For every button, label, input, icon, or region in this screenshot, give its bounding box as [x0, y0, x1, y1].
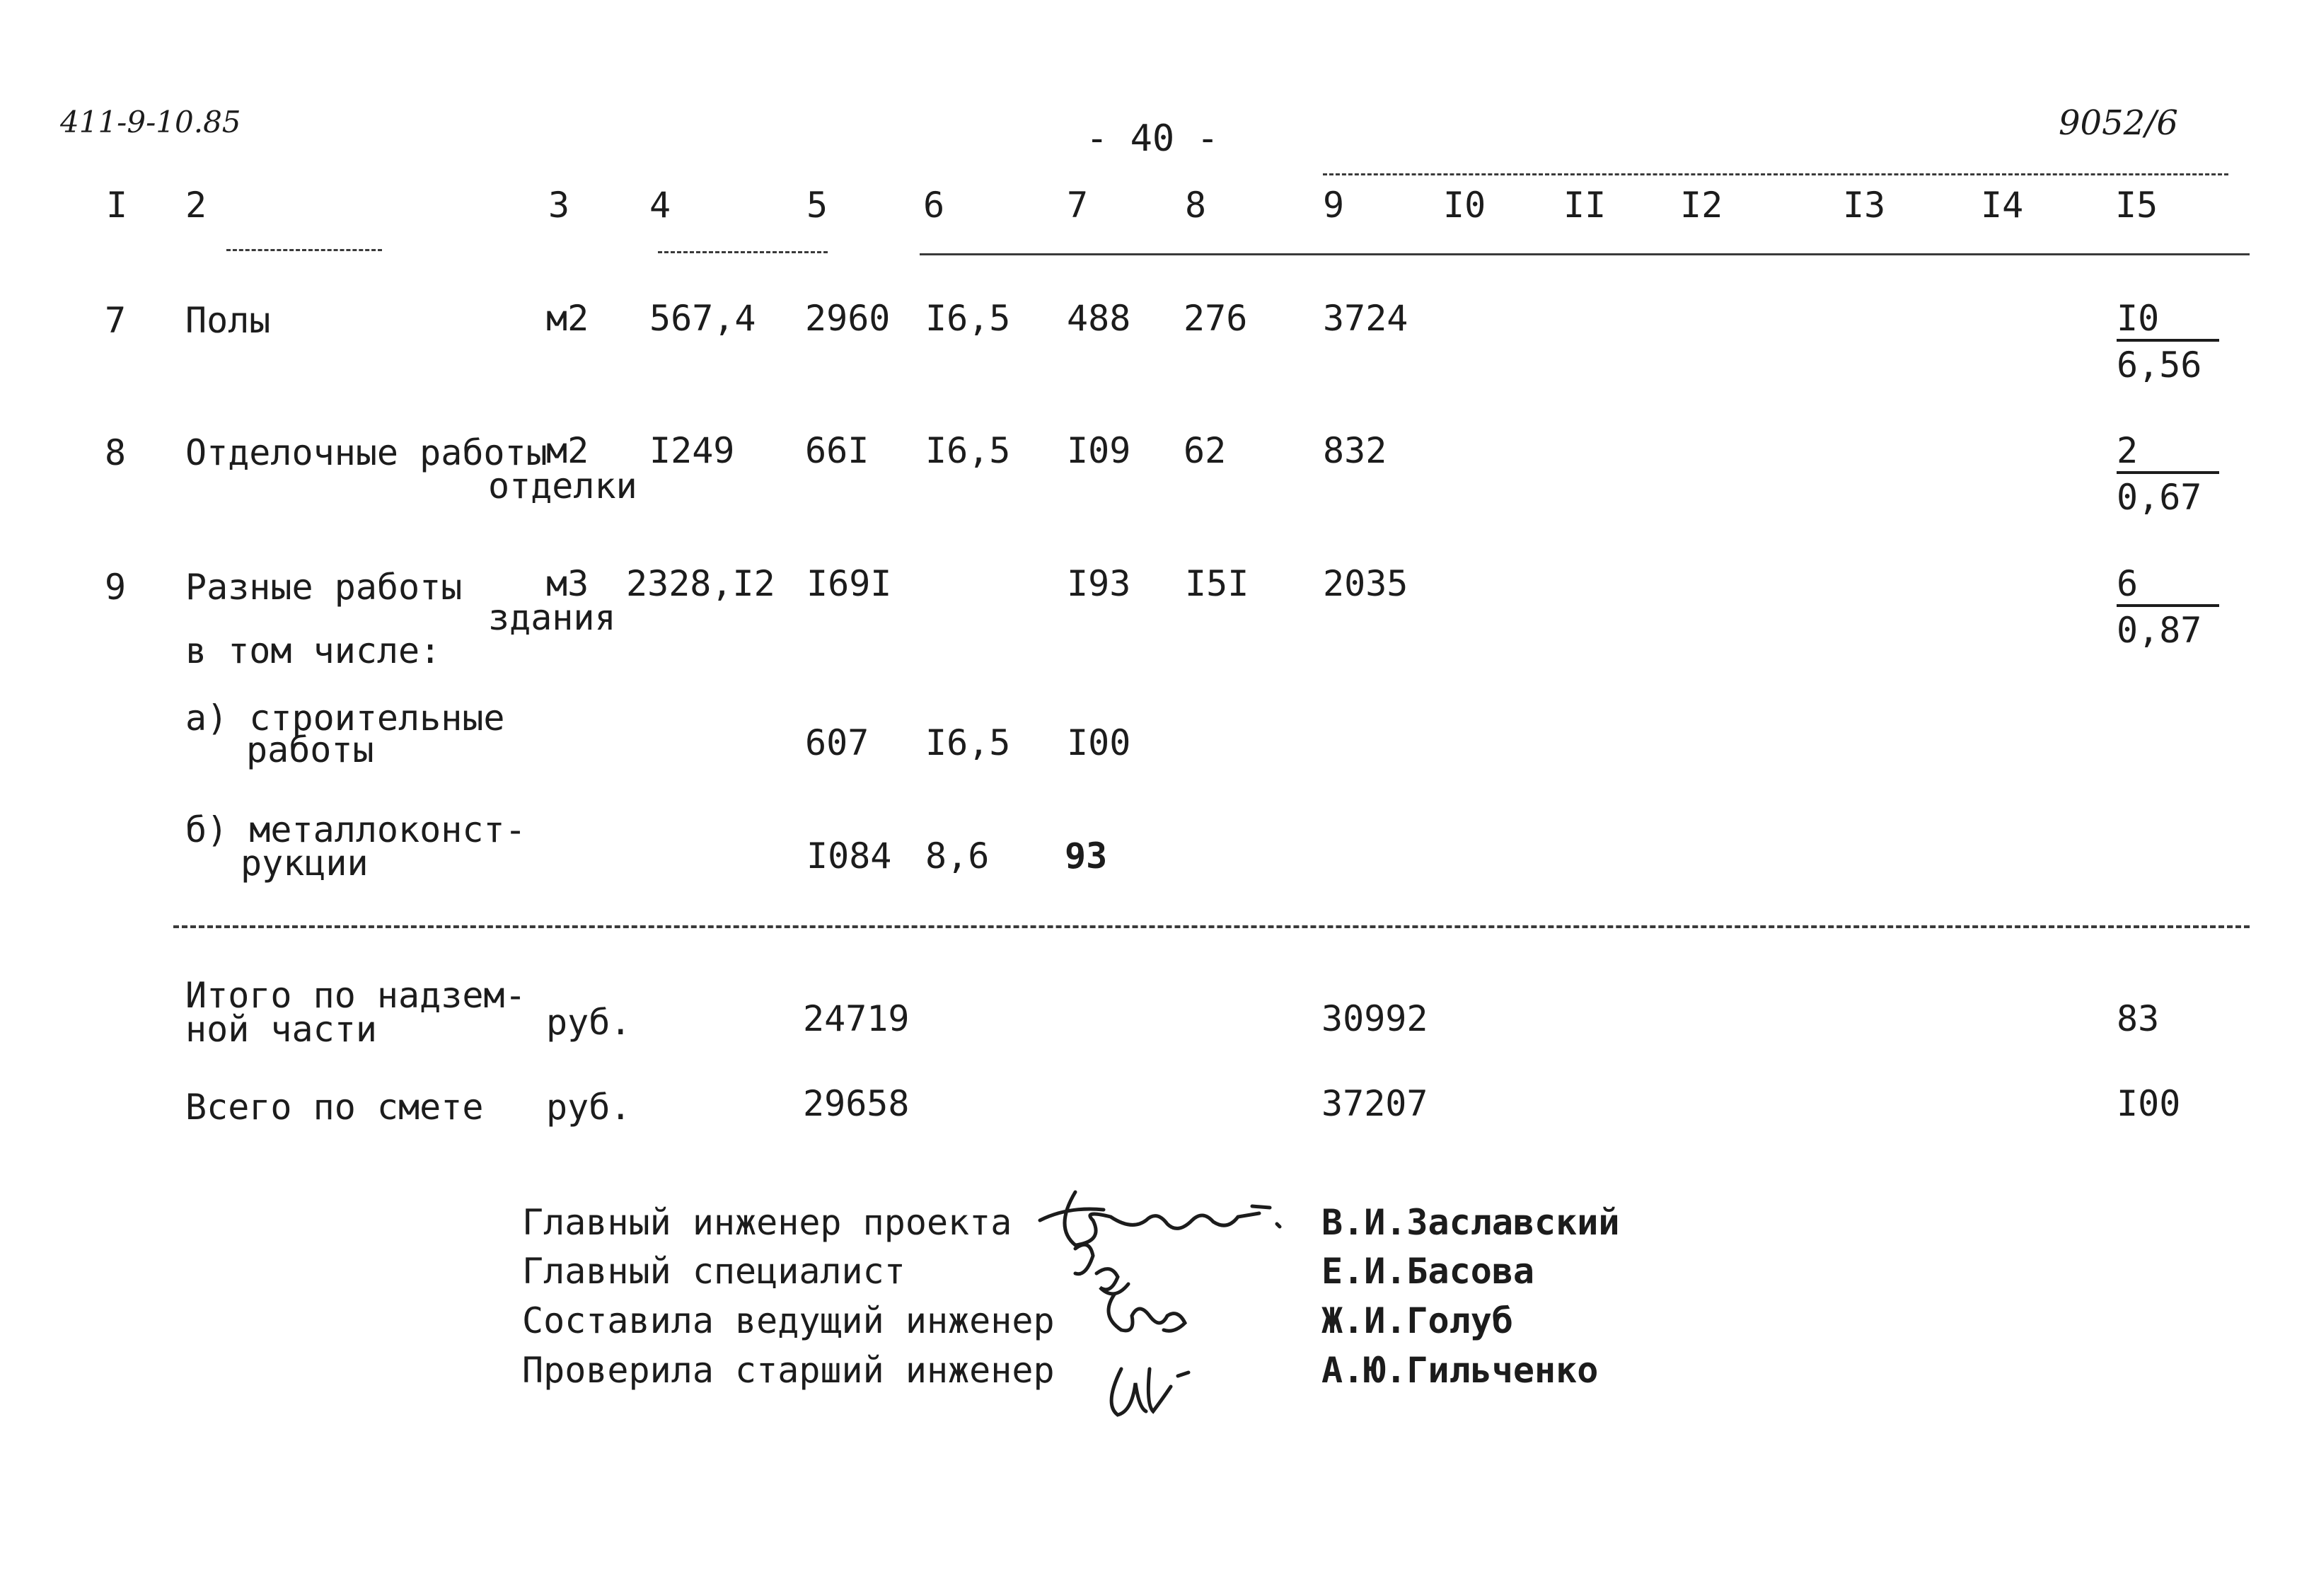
- totals-label-cont: ной части: [185, 1009, 377, 1050]
- totals-col15: I00: [2117, 1083, 2181, 1124]
- column-header-8: 8: [1185, 185, 1207, 226]
- column-header-6: 6: [923, 185, 945, 226]
- subrow-col5: I084: [806, 835, 892, 877]
- row-col9: 3724: [1323, 298, 1408, 339]
- row-col8: I5I: [1185, 563, 1249, 604]
- row-number: 7: [105, 300, 127, 341]
- totals-col9: 30992: [1321, 998, 1428, 1039]
- totals-col5: 24719: [803, 998, 910, 1039]
- handwritten-signature-4: [1097, 1348, 1203, 1426]
- row-col15-denominator: 6,56: [2117, 345, 2202, 386]
- signature-role: Составила ведущий инженер: [522, 1300, 1055, 1341]
- header-bottom-rule: [920, 253, 2250, 255]
- totals-col5: 29658: [803, 1083, 910, 1124]
- signature-role: Главный специалист: [522, 1251, 906, 1292]
- row-col4: 567,4: [649, 298, 756, 339]
- signature-name: В.И.Заславский: [1321, 1202, 1620, 1243]
- totals-separator: [173, 925, 2250, 928]
- row-col4: I249: [649, 430, 735, 471]
- row-col7: I93: [1067, 563, 1131, 604]
- totals-col9: 37207: [1321, 1083, 1428, 1124]
- row-col15-numerator: 6: [2117, 566, 2219, 607]
- totals-unit: руб.: [546, 1087, 632, 1128]
- row-name: Разные работы: [185, 567, 463, 608]
- signature-name: Е.И.Басова: [1321, 1251, 1535, 1292]
- column-header-13: I3: [1843, 185, 1886, 226]
- row-col5: 2960: [805, 298, 891, 339]
- column-header-12: I2: [1680, 185, 1723, 226]
- row-number: 9: [105, 567, 127, 608]
- row-col7: I09: [1067, 430, 1131, 471]
- row-col5: I69I: [806, 563, 892, 604]
- row-unit-qualifier: здания: [488, 597, 616, 638]
- row-col6: I6,5: [925, 430, 1011, 471]
- row-col8: 62: [1184, 430, 1227, 471]
- row-col9: 2035: [1323, 563, 1408, 604]
- row-col8: 276: [1184, 298, 1248, 339]
- column-header-7: 7: [1067, 185, 1089, 226]
- column-header-2: 2: [185, 185, 207, 226]
- column-header-10: I0: [1443, 185, 1486, 226]
- row-unit: м2: [546, 298, 589, 339]
- totals-label: Всего по смете: [185, 1087, 484, 1128]
- subrow-label: б) металлоконст-: [185, 809, 526, 850]
- row-col7: 488: [1067, 298, 1131, 339]
- row-unit: м3: [546, 563, 589, 604]
- document-code: 411-9-10.85: [60, 105, 241, 139]
- totals-col15: 83: [2117, 998, 2160, 1039]
- row-col5: 66I: [805, 430, 869, 471]
- row-col15-denominator: 0,67: [2117, 477, 2202, 518]
- totals-label: Итого по надзем-: [185, 975, 526, 1016]
- handwritten-signature-3: [1093, 1273, 1206, 1351]
- stamp-number: 9052/6: [2059, 103, 2178, 143]
- subrow-col7: 93: [1065, 835, 1108, 877]
- subheading: в том числе:: [185, 630, 441, 671]
- header-bottom-rule-left: [226, 249, 382, 251]
- subrow-label-cont: рукции: [241, 843, 369, 884]
- row-unit-qualifier: отделки: [488, 466, 637, 507]
- column-header-1: I: [106, 185, 128, 226]
- subrow-col5: 607: [805, 722, 869, 763]
- row-unit: м2: [546, 430, 589, 471]
- row-col15-numerator: I0: [2117, 301, 2219, 342]
- row-col15-fraction: [2117, 563, 2219, 651]
- signature-name: Ж.И.Голуб: [1321, 1300, 1513, 1341]
- row-col15-fraction: [2117, 298, 2219, 386]
- row-number: 8: [105, 432, 127, 473]
- column-header-9: 9: [1323, 185, 1345, 226]
- signature-name: А.Ю.Гильченко: [1321, 1350, 1599, 1391]
- column-header-11: II: [1563, 185, 1607, 226]
- column-header-14: I4: [1981, 185, 2024, 226]
- header-bottom-rule-mid: [658, 251, 828, 253]
- signature-role: Главный инженер проекта: [522, 1202, 1012, 1243]
- row-name: Отделочные работы: [185, 432, 548, 473]
- totals-unit: руб.: [546, 1002, 632, 1043]
- column-header-3: 3: [548, 185, 570, 226]
- row-col15-fraction: [2117, 430, 2219, 518]
- header-top-rule: [1323, 173, 2228, 175]
- signature-role: Проверила старший инженер: [522, 1350, 1055, 1391]
- row-name: Полы: [185, 300, 271, 341]
- column-header-5: 5: [806, 185, 828, 226]
- row-col6: I6,5: [925, 298, 1011, 339]
- subrow-col6: 8,6: [925, 835, 990, 877]
- row-col9: 832: [1323, 430, 1387, 471]
- subrow-label-cont: работы: [246, 729, 374, 770]
- column-header-4: 4: [649, 185, 671, 226]
- row-col15-numerator: 2: [2117, 433, 2219, 474]
- subrow-col7: I00: [1067, 722, 1131, 763]
- subrow-label: а) строительные: [185, 698, 505, 739]
- page-number: - 40 -: [1086, 117, 1219, 160]
- row-col4: 2328,I2: [626, 563, 775, 604]
- subrow-col6: I6,5: [925, 722, 1011, 763]
- column-header-15: I5: [2115, 185, 2158, 226]
- row-col15-denominator: 0,87: [2117, 610, 2202, 651]
